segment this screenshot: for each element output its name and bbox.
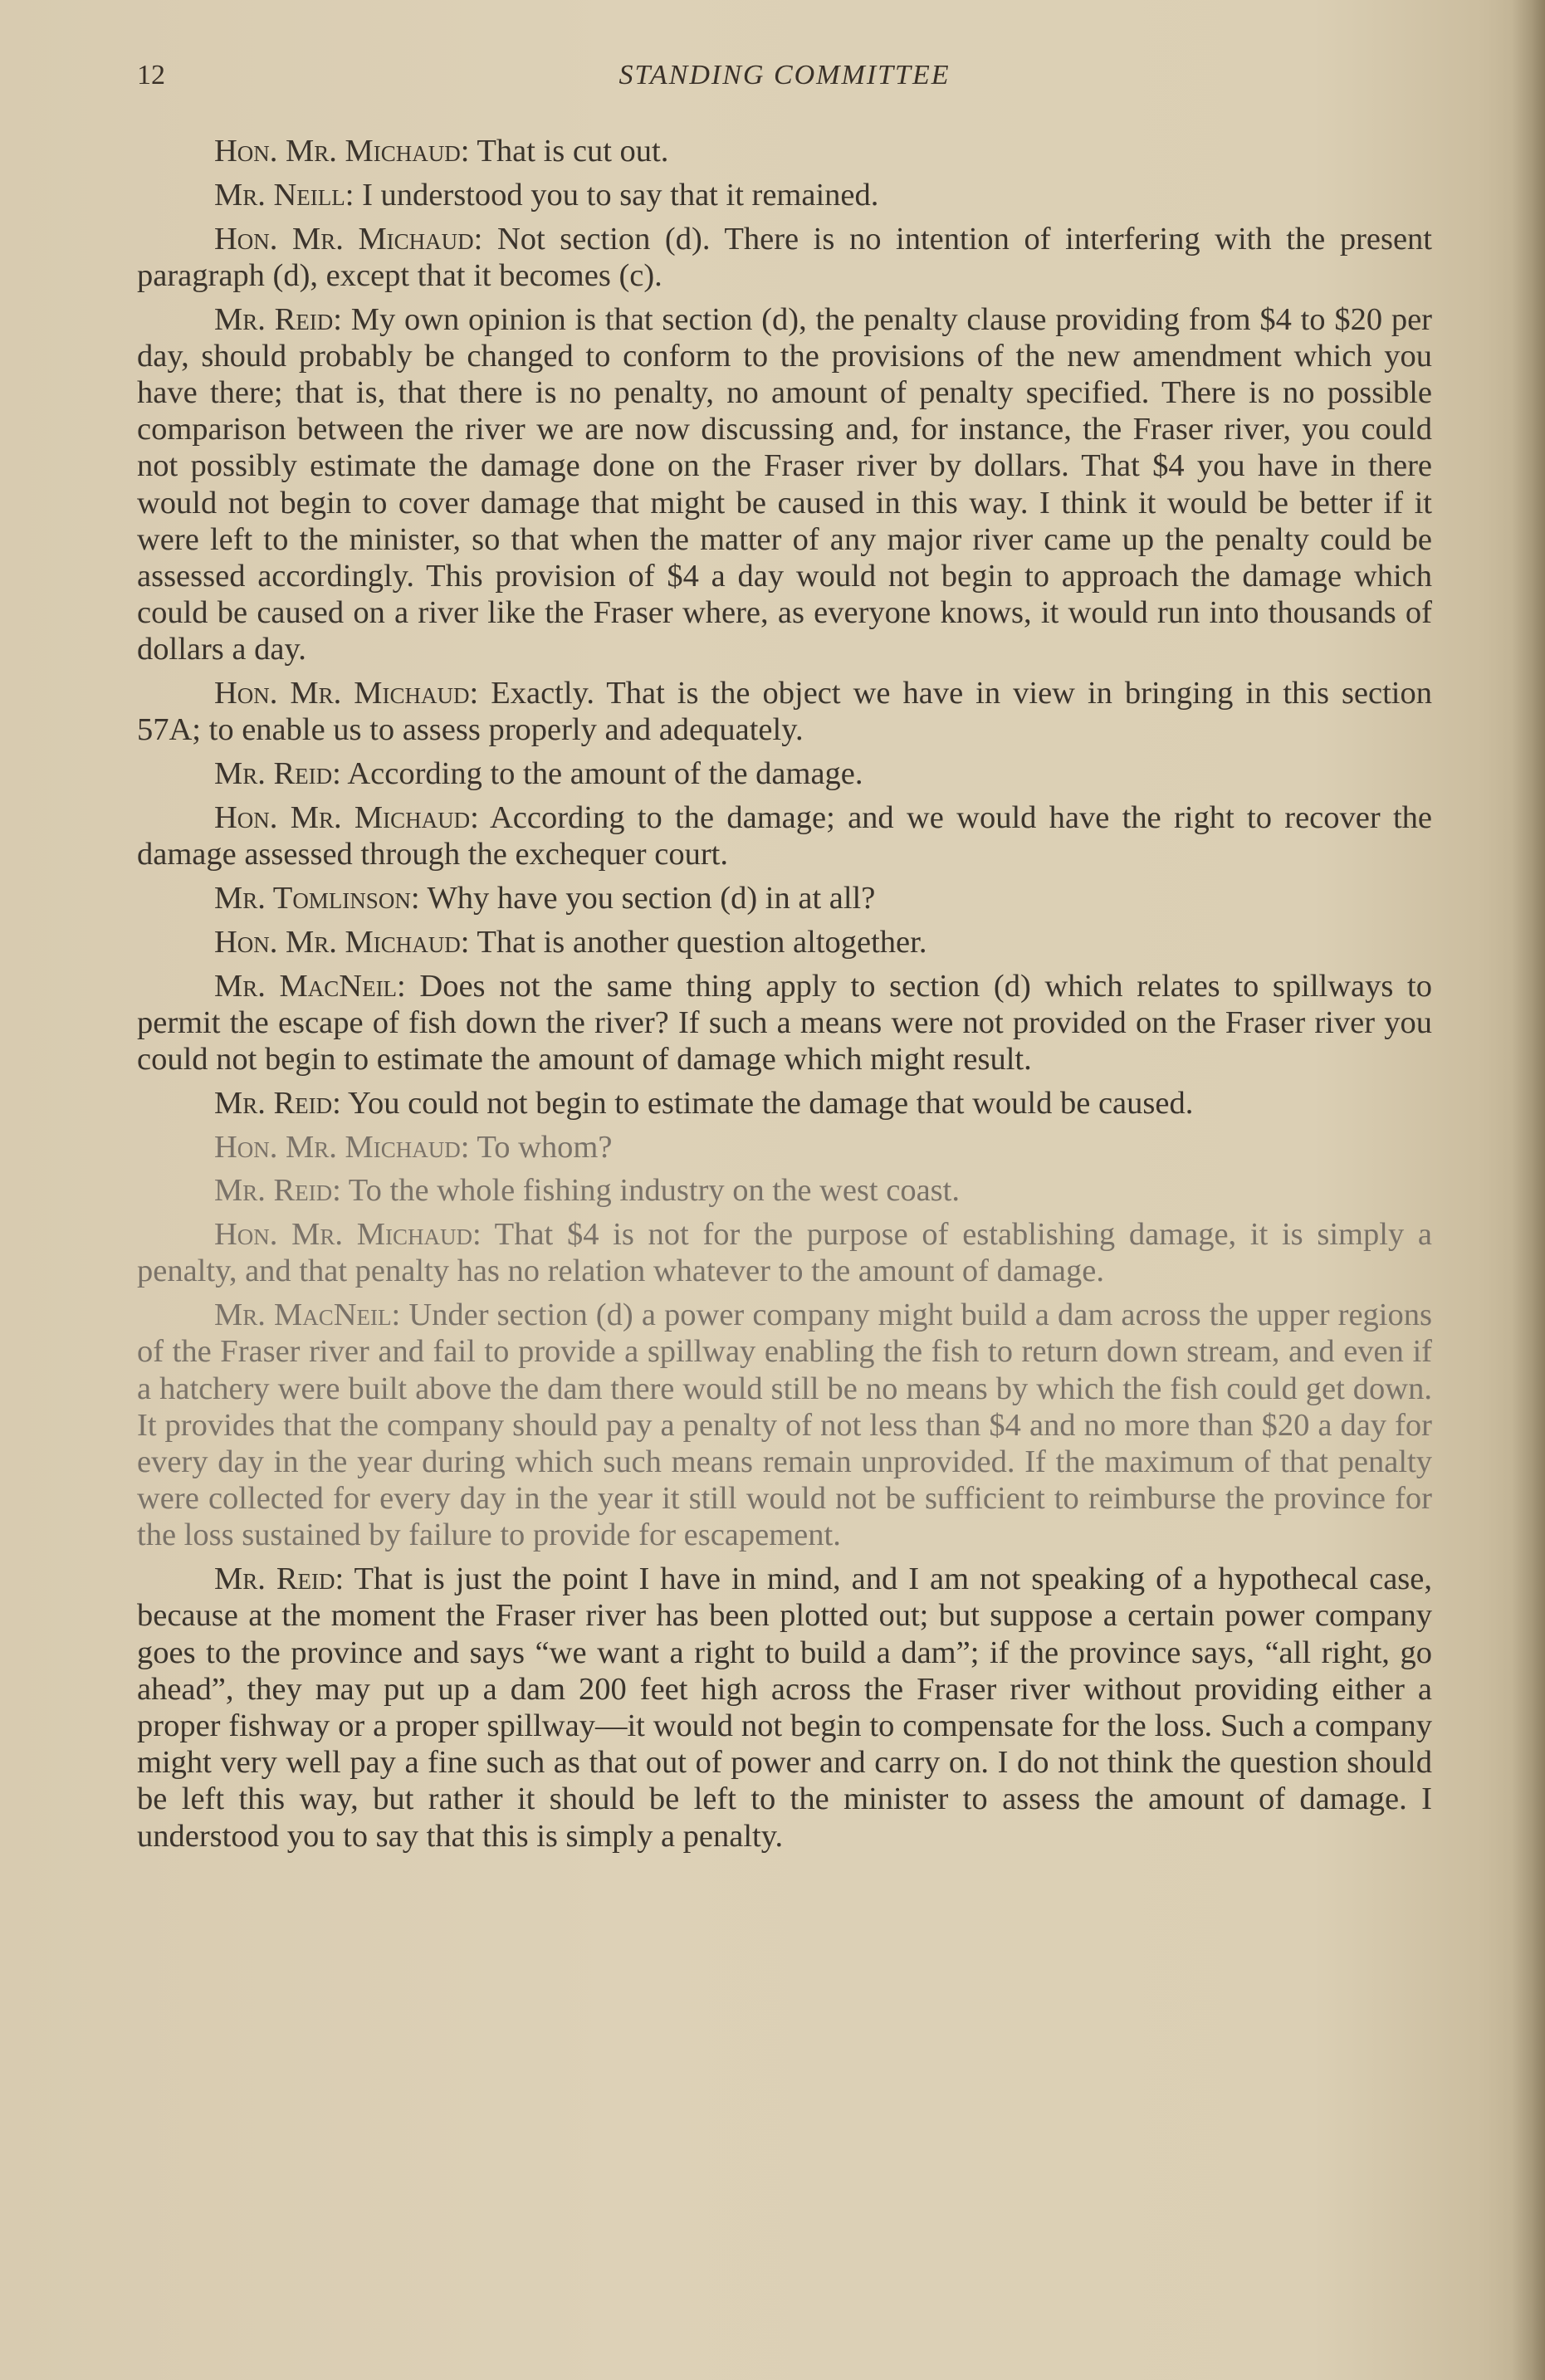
speaker-name: Hon. Mr. Michaud:	[214, 1217, 482, 1253]
speech-text: Why have you section (d) in at all?	[419, 881, 876, 916]
speaker-name: Hon. Mr. Michaud:	[214, 221, 483, 257]
speaker-name: Mr. Reid:	[214, 1561, 345, 1597]
transcript-paragraph	[137, 133, 1432, 169]
transcript-paragraph	[137, 799, 1432, 872]
transcript-paragraph	[137, 755, 1432, 792]
speaker-name: Mr. Neill:	[214, 177, 354, 213]
transcript-paragraph	[137, 221, 1432, 294]
transcript-paragraph	[137, 1561, 1432, 1855]
transcript-body	[137, 133, 1432, 1861]
speaker-name: Hon. Mr. Michaud:	[214, 676, 479, 711]
transcript-paragraph	[137, 968, 1432, 1078]
page-number: 12	[137, 60, 165, 90]
speech-text: That is cut out.	[469, 134, 669, 169]
transcript-paragraph	[137, 301, 1432, 668]
speech-text: According to the damage; and we would have the right to recover the damage assessed through the exchequer court.	[137, 800, 1432, 872]
page-edge-shadow	[1512, 0, 1545, 2380]
speech-text: That is another question altogether.	[469, 924, 927, 960]
speech-text: I understood you to say that it remained.	[354, 177, 879, 213]
speaker-name: Hon. Mr. Michaud:	[214, 800, 479, 836]
speech-text: You could not begin to estimate the damage that would be caused.	[340, 1085, 1194, 1121]
page-header	[137, 60, 1432, 101]
speaker-name: Hon. Mr. Michaud:	[214, 924, 470, 960]
transcript-paragraph	[137, 675, 1432, 748]
transcript-paragraph	[137, 1172, 1432, 1209]
speaker-name: Mr. MacNeil:	[214, 968, 406, 1004]
speech-text: Exactly. That is the object we have in view in bringing in this section 57A; to enable us to assess properly and adequately.	[137, 676, 1432, 748]
speaker-name: Mr. Reid:	[214, 756, 341, 792]
speech-text: To whom?	[469, 1129, 613, 1165]
running-head: STANDING COMMITTEE	[618, 60, 951, 90]
transcript-paragraph	[137, 1216, 1432, 1289]
speech-text: That $4 is not for the purpose of establishing damage, it is simply a penalty, and that penalty has no relation whatever to the amount of damage.	[137, 1217, 1433, 1289]
transcript-paragraph	[137, 177, 1432, 213]
speaker-name: Hon. Mr. Michaud:	[214, 1129, 470, 1165]
speech-text: According to the amount of the damage.	[340, 756, 863, 792]
speaker-name: Mr. Tomlinson:	[214, 881, 420, 916]
transcript-paragraph	[137, 1297, 1432, 1553]
speech-text: My own opinion is that section (d), the penalty clause providing from $4 to $20 per day, should probably be changed to conform to the provisions of the new amendment which you have there; that is, that there is no penalty, no amount of penalty specified. There is no possible comparison between the river we are now discussing and, for instance, the Fraser river, you could not possibly estimate the damage done on the Fraser river by dollars. That $4 you have in there would not begin to cover damage that might be caused in this way. I think it would be better if it were left to the minister, so that when the matter of any major river came up the penalty could be assessed accordingly. This provision of $4 a day would not begin to approach the damage which could be caused on a river like the Fraser where, as everyone knows, it would run into thousands of dollars a day.	[137, 301, 1432, 667]
speaker-name: Mr. Reid:	[214, 301, 342, 337]
transcript-paragraph	[137, 1129, 1432, 1166]
speech-text: To the whole fishing industry on the west coast.	[340, 1173, 960, 1209]
speaker-name: Mr. Reid:	[214, 1085, 341, 1121]
speech-text: Does not the same thing apply to section (d) which relates to spillways to permit the escape of fish down the river? If such a means were not provided on the Fraser river you could not begin to estimate the amount of damage which might result.	[137, 968, 1432, 1078]
speech-text: Under section (d) a power company might build a dam across the upper regions of the Fraser river and fail to provide a spillway enabling the fish to return down stream, and even if a hatchery were built above the dam there would still be no means by which the fish could get down. It provides that the company should pay a penalty of not less than $4 and no more than $20 a day for every day in the year during which such means remain unprovided. If the maximum of that penalty were collected for every day in the year it still would not be sufficient to reimburse the province for the loss sustained by failure to provide for escapement.	[137, 1298, 1432, 1553]
transcript-paragraph	[137, 880, 1432, 916]
speaker-name: Hon. Mr. Michaud:	[214, 134, 470, 169]
speaker-name: Mr. MacNeil:	[214, 1298, 401, 1333]
speech-text: That is just the point I have in mind, and I am not speaking of a hypothecal case, because at the moment the Fraser river has been plotted out; but suppose a certain power company goes to the province and says “we want a right to build a dam”; if the province says, “all right, go ahead”, they may put up a dam 200 feet high across the Fraser river without providing either a proper fishway or a proper spillway—it would not begin to compensate for the loss. Such a company might very well pay a fine such as that out of power and carry on. I do not think the question should be left this way, but rather it should be left to the minister to assess the amount of damage. I understood you to say that this is simply a penalty.	[137, 1561, 1432, 1854]
transcript-paragraph	[137, 924, 1432, 960]
transcript-paragraph	[137, 1085, 1432, 1122]
speech-text: Not section (d). There is no intention of interfering with the present paragraph (d), except that it becomes (c).	[137, 221, 1433, 293]
speaker-name: Mr. Reid:	[214, 1173, 341, 1209]
